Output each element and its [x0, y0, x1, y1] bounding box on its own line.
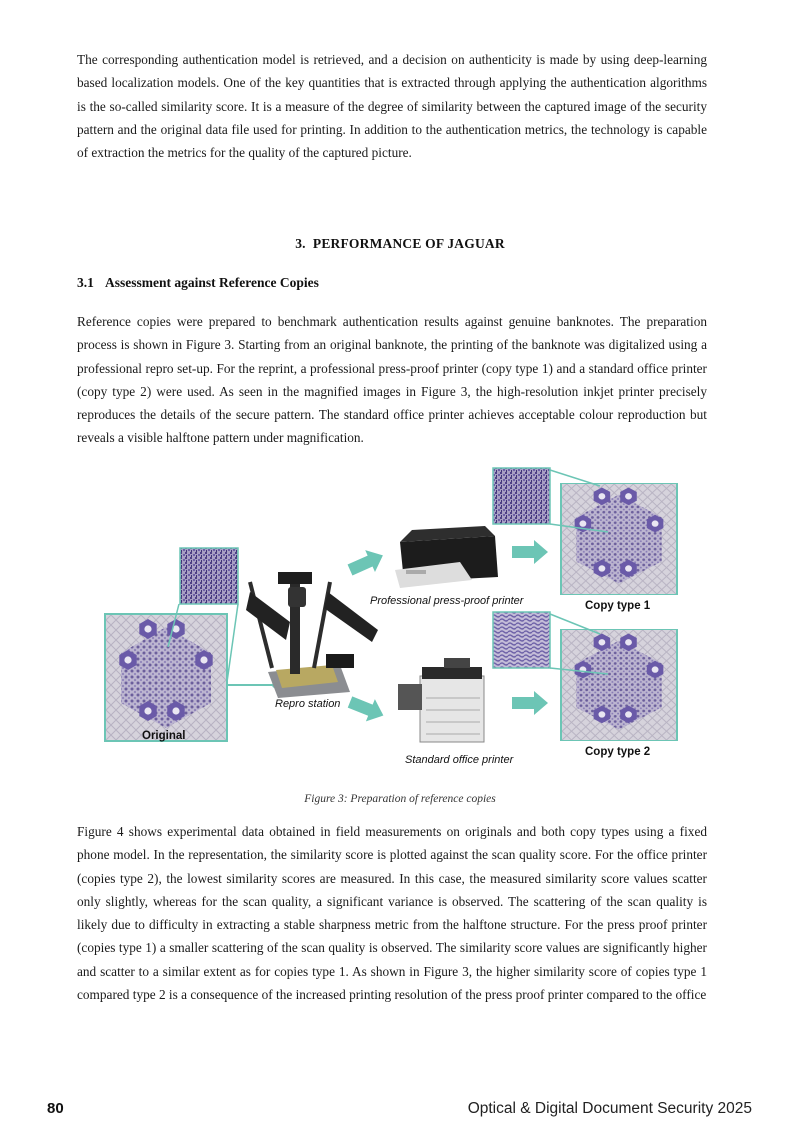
label-repro-station: Repro station [275, 698, 341, 710]
section-heading [0, 236, 800, 252]
label-original: Original [142, 730, 186, 742]
label-press-proof-printer: Professional press-proof printer [370, 595, 524, 607]
paragraph-intro: The corresponding authentication model is retrieved, and a decision on authenticity is made by using deep-learning based localization models. One of the key quantities that is extracted through applying the authentication algorithms is the so-called similarity score. It is a measure of the degree of similarity between the captured image of the security pattern and the original data file used for printing. In addition to the authentication metrics, the technology is capable of extraction the metrics for the quality of the captured picture. [77, 52, 707, 161]
paragraph-reference-copies: Reference copies were prepared to benchmark authentication results against genuine banknotes. The preparation process is shown in Figure 3. Starting from an original banknote, the printing of the banknote was digitalized using a professional repro set-up. For the reprint, a professional press-proof printer (copy type 1) and a standard office printer (copy type 2) were used. As seen in the magnified images in Figure 3, the high-resolution inkjet printer precisely reproduces the details of the secure pattern. The standard office printer achieves acceptable colour reproduction but reveals a visible halftone pattern under magnification. [77, 314, 707, 446]
label-office-printer: Standard office printer [405, 754, 514, 766]
journal-title: Optical & Digital Document Security 2025 [467, 1100, 752, 1117]
subsection-heading [77, 275, 319, 291]
section-title: PERFORMANCE OF JAGUAR [312, 236, 505, 251]
original-pattern-image [105, 614, 227, 741]
office-printer-image [398, 658, 484, 742]
arrow-to-copy-type-1 [512, 540, 548, 564]
subsection-title: Assessment against Reference Copies [105, 275, 319, 290]
arrow-to-copy-type-2 [512, 691, 548, 715]
label-copy-type-1: Copy type 1 [585, 600, 651, 612]
figure-3 [100, 462, 700, 782]
arrow-to-office-printer [346, 691, 388, 727]
copy-type-1-pattern-image [561, 484, 677, 594]
repro-station-image [226, 572, 378, 698]
figure-3-diagram [100, 462, 700, 782]
subsection-number: 3.1 [77, 275, 94, 290]
press-proof-printer-image [395, 526, 498, 588]
arrow-to-press-printer [345, 544, 388, 581]
page-number: 80 [47, 1100, 64, 1117]
section-number: 3. [295, 236, 306, 251]
figure-caption: Figure 3: Preparation of reference copies [304, 793, 496, 805]
paragraph-figure-4: Figure 4 shows experimental data obtained in field measurements on originals and both copy types using a fixed phone model. In the representation, the similarity score is plotted against the scan quality score. For the office printer (copies type 2), the lowest similarity scores are measured. In this case, the measured similarity score values scatter only slightly, whereas for the scan quality, a significant variance is observed. The scattering of the scan quality is likely due to difficulty in extracting a stable sharpness metric from the halftone structure. For the press proof printer (copies type 1) a smaller scattering of the scan quality is observed. The similarity score values are significantly higher and scatter to a similar extent as for copies type 1. As shown in Figure 3, the higher similarity score of copies type 1 compared type 2 is a consequence of the increased printing resolution of the press proof printer compared to the office [77, 824, 707, 1003]
label-copy-type-2: Copy type 2 [585, 746, 651, 758]
copy-type-2-pattern-image [561, 630, 677, 740]
